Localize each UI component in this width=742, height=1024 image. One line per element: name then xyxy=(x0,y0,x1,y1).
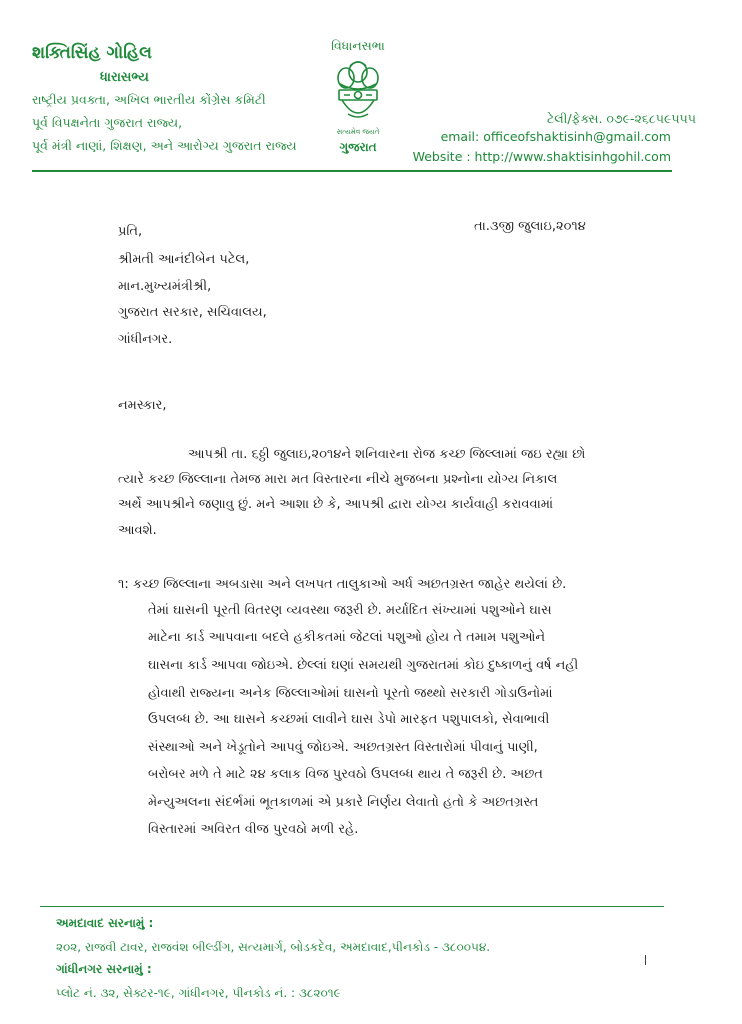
point-line: મેન્યુઅલના સંદર્ભમાં ભૂતકાળમાં એ પ્રકારે નિર્ણય લેવાતો હતો કે અછતગ્રસ્ત xyxy=(148,795,539,810)
footer-divider xyxy=(40,906,664,907)
address-line: શ્રીમતી આનંદીબેન પટેલ, xyxy=(118,252,250,267)
point-line: હોવાથી રાજ્યના અનેક જિલ્લાઓમાં ઘાસનો પૂરતો જથ્થો સરકારી ગોડાઉનોમાં xyxy=(148,686,553,701)
ahmedabad-address-label: અમદાવાદ સરનામું : xyxy=(56,916,154,930)
designation-line-2: પૂર્વ વિપક્ષનેતા ગુજરાત રાજ્ય, xyxy=(32,115,183,130)
point-line: સંસ્થાઓ અને ખેડૂતોને આપવું જોઇએ. અછતગ્રસ્ત વિસ્તારોમાં પીવાનું પાણી, xyxy=(148,740,538,755)
mla-name: શક્તિસિંહ ગોહિલ xyxy=(32,43,152,63)
designation-line-3: પૂર્વ મંત્રી નાણાં, શિક્ષણ, અને આરોગ્ય ગુજરાત રાજ્ય xyxy=(32,138,297,153)
point-line: ઉપલબ્ધ છે. આ ઘાસને કચ્છમાં લાવીને ઘાસ ડેપો મારફત પશુપાલકો, સેવાભાવી xyxy=(148,712,550,727)
address-line: ગુજરાત સરકાર, સચિવાલય, xyxy=(118,305,267,320)
gandhinagar-address: પ્લોટ નં. ૩૨, સેક્ટર-૧૯, ગાંધીનગર, પીનકોડ નં. : ૩૮૨૦૧૯ xyxy=(56,986,341,1000)
greeting: નમસ્કાર, xyxy=(118,398,167,413)
emblem-motto: સત્યમેવ જયતે xyxy=(336,128,380,136)
telephone-fax: ટેલી/ફેક્સ. ૦૭૯-૨૬૮૫૯૫૫૫ xyxy=(547,111,696,126)
mla-role: ધારાસભ્ય xyxy=(100,70,149,85)
point-line: માટેના કાર્ડ આપવાના બદલે હકીકતમાં જેટલાં પશુઓ હોય તે તમામ પશુઓને xyxy=(148,630,546,645)
header-divider xyxy=(32,170,672,172)
page-mark xyxy=(645,955,646,965)
point-line: વિસ્તારમાં અવિરત વીજ પુરવઠો મળી રહે. xyxy=(148,822,359,837)
address-line: માન.મુખ્યમંત્રીશ્રી, xyxy=(118,279,212,294)
point-line: ૧: કચ્છ જિલ્લાના અબડાસા અને લખપત તાલુકાઓ અર્ધ અછતગ્રસ્ત જાહેર થયેલાં છે. xyxy=(118,577,567,592)
intro-line: આપશ્રી તા. ૬ઠ્ઠી જુલાઇ,૨૦૧૪ને શનિવારના રોજ કચ્છ જિલ્લામાં જઇ રહ્યા છો xyxy=(188,447,586,462)
designation-line-1: રાષ્ટ્રીય પ્રવક્તા, અખિલ ભારતીય કોંગ્રેસ કમિટી xyxy=(32,92,266,107)
intro-line: અર્થે આપશ્રીને જણાવુ છું. મને આશા છે કે, આપશ્રી દ્વારા યોગ્ય કાર્યવાહી કરાવવામાં xyxy=(118,497,554,512)
ashoka-emblem-icon xyxy=(326,54,390,136)
point-line: ઘાસના કાર્ડ આપવા જોઇએ. છેલ્લાં ઘણાં સમયથી ગુજરાતમાં કોઇ દુષ્કાળનું વર્ષ નહી xyxy=(148,658,579,673)
intro-line: ત્યારે કચ્છ જિલ્લાના તેમજ મારા મત વિસ્તારના નીચે મુજબના પ્રશ્નોના યોગ્ય નિકાલ xyxy=(118,472,558,487)
address-line: પ્રતિ, xyxy=(118,224,143,239)
website-link[interactable]: Website : http://www.shaktisinhgohil.com xyxy=(412,149,671,164)
assembly-title: વિધાનસભા xyxy=(331,38,385,53)
letter-date: તા.૩જી જુલાઇ,૨૦૧૪ xyxy=(474,219,586,234)
gandhinagar-address-label: ગાંધીનગર સરનામું : xyxy=(56,962,152,976)
email-address[interactable]: email: officeofshaktisinh@gmail.com xyxy=(440,129,671,144)
state-name: ગુજરાત xyxy=(339,140,377,154)
point-line: બરોબર મળે તે માટે ૨૪ કલાક વિજ પુરવઠો ઉપલબ્ધ થાય તે જરૂરી છે. અછત xyxy=(148,767,543,782)
point-line: તેમાં ઘાસની પૂરતી વિતરણ વ્યવસ્થા જરૂરી છે. મર્યાદિત સંખ્યામાં પશુઓને ઘાસ xyxy=(148,603,552,618)
address-line: ગાંધીનગર. xyxy=(118,332,173,347)
ahmedabad-address: ૨૦૨, રાજવી ટાવર, રાજવંશ બીલ્ડીંગ, સત્યમાર્ગ, બોડકદેવ, અમદાવાદ,પીનકોડ - ૩૮૦૦૫૪. xyxy=(56,940,491,954)
intro-line: આવશે. xyxy=(118,523,157,538)
